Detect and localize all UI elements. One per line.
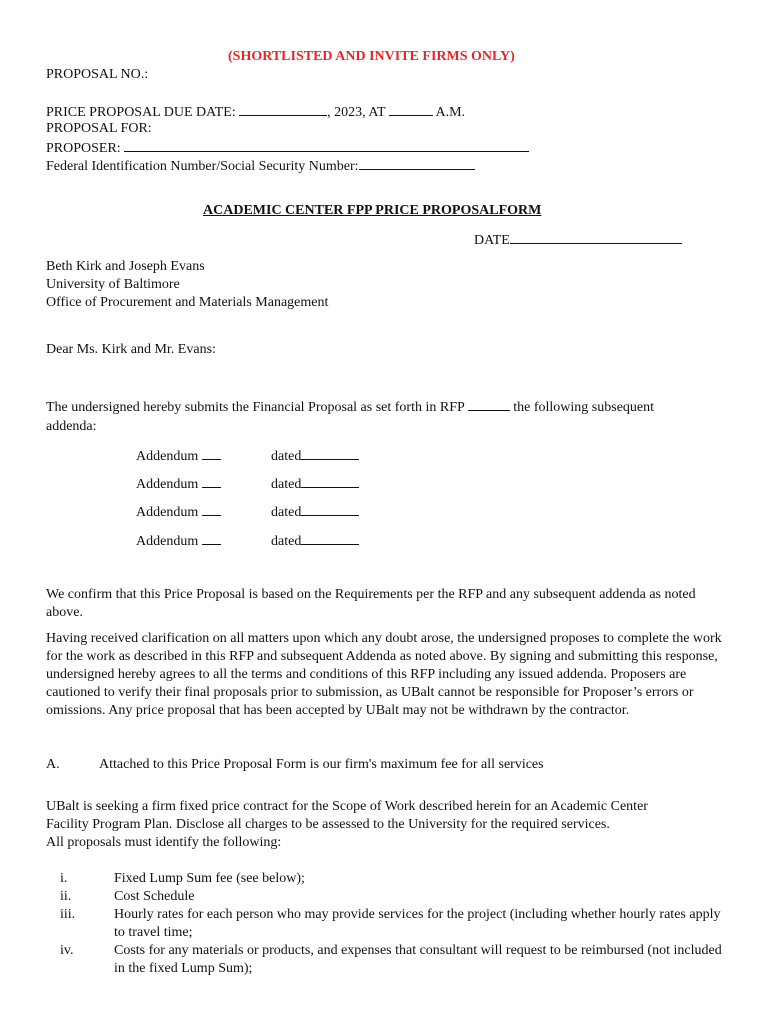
- addendum-number-blank[interactable]: [202, 474, 221, 488]
- due-date-mid: , 2023, AT: [327, 105, 386, 120]
- proposal-no-label: PROPOSAL NO.:: [46, 67, 149, 82]
- addendum-dated: [271, 446, 359, 465]
- addendum-row: [136, 502, 221, 521]
- addendum-dated: [271, 531, 359, 550]
- scope-line-1: UBalt is seeking a firm fixed price contract for the Scope of Work described herein for an Academic Center: [46, 799, 648, 814]
- intro-part3: addenda:: [46, 419, 97, 434]
- due-date-end: A.M.: [435, 105, 466, 120]
- list-number: iv.: [60, 943, 74, 958]
- due-date-line: [46, 102, 465, 121]
- addendum-date-blank[interactable]: [301, 446, 359, 460]
- dated-label: dated: [271, 505, 302, 520]
- addendum-date-blank[interactable]: [301, 531, 359, 545]
- addressee-university: University of Baltimore: [46, 277, 180, 292]
- list-text: Fixed Lump Sum fee (see below);: [114, 871, 305, 886]
- clarification-paragraph: Having received clarification on all matters upon which any doubt arose, the undersigned proposes to complete the work for the work as described in this RFP and subsequent Addenda as noted above. By signing and submitting this response, undersigned hereby agrees to all the terms and conditions of this RFP including any issued addenda. Proposers are cautioned to verify their final proposals prior to submission, as UBalt cannot be responsible for Proposer’s errors or omissions. Any price proposal that has been accepted by UBalt may not be withdrawn by the contractor.: [46, 631, 722, 718]
- addendum-number-blank[interactable]: [202, 502, 221, 516]
- dated-label: dated: [271, 477, 302, 492]
- list-number: i.: [60, 871, 68, 886]
- rfp-number-blank[interactable]: [468, 397, 510, 411]
- list-number: iii.: [60, 907, 76, 922]
- addressee-office: Office of Procurement and Materials Management: [46, 295, 329, 310]
- scope-line-2: Facility Program Plan. Disclose all charges to be assessed to the University for the required services.: [46, 817, 610, 832]
- fein-blank[interactable]: [359, 156, 475, 170]
- due-date-label: PRICE PROPOSAL DUE DATE:: [46, 105, 236, 120]
- addendum-label: Addendum: [136, 477, 199, 492]
- confirm-paragraph: We confirm that this Price Proposal is based on the Requirements per the RFP and any subsequent addenda as noted above.: [46, 587, 696, 620]
- addendum-label: Addendum: [136, 534, 199, 549]
- list-number: ii.: [60, 889, 72, 904]
- section-a-letter: A.: [46, 757, 60, 772]
- list-text: Cost Schedule: [114, 889, 195, 904]
- intro-part1: The undersigned hereby submits the Financial Proposal as set forth in RFP: [46, 400, 465, 415]
- addendum-date-blank[interactable]: [301, 474, 359, 488]
- due-time-blank[interactable]: [389, 102, 433, 116]
- proposer-label: PROPOSER:: [46, 141, 121, 156]
- date-label: DATE: [474, 233, 510, 248]
- addendum-number-blank[interactable]: [202, 446, 221, 460]
- form-title: ACADEMIC CENTER FPP PRICE PROPOSALFORM: [203, 203, 542, 218]
- addendum-row: [136, 446, 221, 465]
- date-blank[interactable]: [510, 230, 682, 244]
- list-text: Hourly rates for each person who may provide services for the project (including whether hourly rates apply to travel time;: [114, 907, 721, 940]
- fein-label: Federal Identification Number/Social Security Number:: [46, 159, 359, 174]
- list-text: Costs for any materials or products, and expenses that consultant will request to be reimbursed (not included in the fixed Lump Sum);: [114, 943, 722, 976]
- intro-part2: the following subsequent: [513, 400, 655, 415]
- shortlisted-notice: (SHORTLISTED AND INVITE FIRMS ONLY): [228, 49, 515, 64]
- dated-label: dated: [271, 534, 302, 549]
- addendum-label: Addendum: [136, 449, 199, 464]
- salutation: Dear Ms. Kirk and Mr. Evans:: [46, 342, 216, 357]
- intro-line: [46, 397, 726, 416]
- addressee-names: Beth Kirk and Joseph Evans: [46, 259, 205, 274]
- addendum-number-blank[interactable]: [202, 531, 221, 545]
- addendum-row: [136, 474, 221, 493]
- addendum-row: [136, 531, 221, 550]
- addendum-dated: [271, 502, 359, 521]
- fein-line: [46, 156, 475, 175]
- addendum-dated: [271, 474, 359, 493]
- dated-label: dated: [271, 449, 302, 464]
- addendum-label: Addendum: [136, 505, 199, 520]
- date-line: [474, 230, 682, 249]
- proposer-line: [46, 138, 529, 157]
- proposer-blank[interactable]: [124, 138, 529, 152]
- scope-line-3: All proposals must identify the following:: [46, 835, 282, 850]
- proposal-for-label: PROPOSAL FOR:: [46, 121, 152, 136]
- due-date-blank[interactable]: [239, 102, 327, 116]
- section-a-text: Attached to this Price Proposal Form is our firm's maximum fee for all services: [99, 757, 544, 772]
- addendum-date-blank[interactable]: [301, 502, 359, 516]
